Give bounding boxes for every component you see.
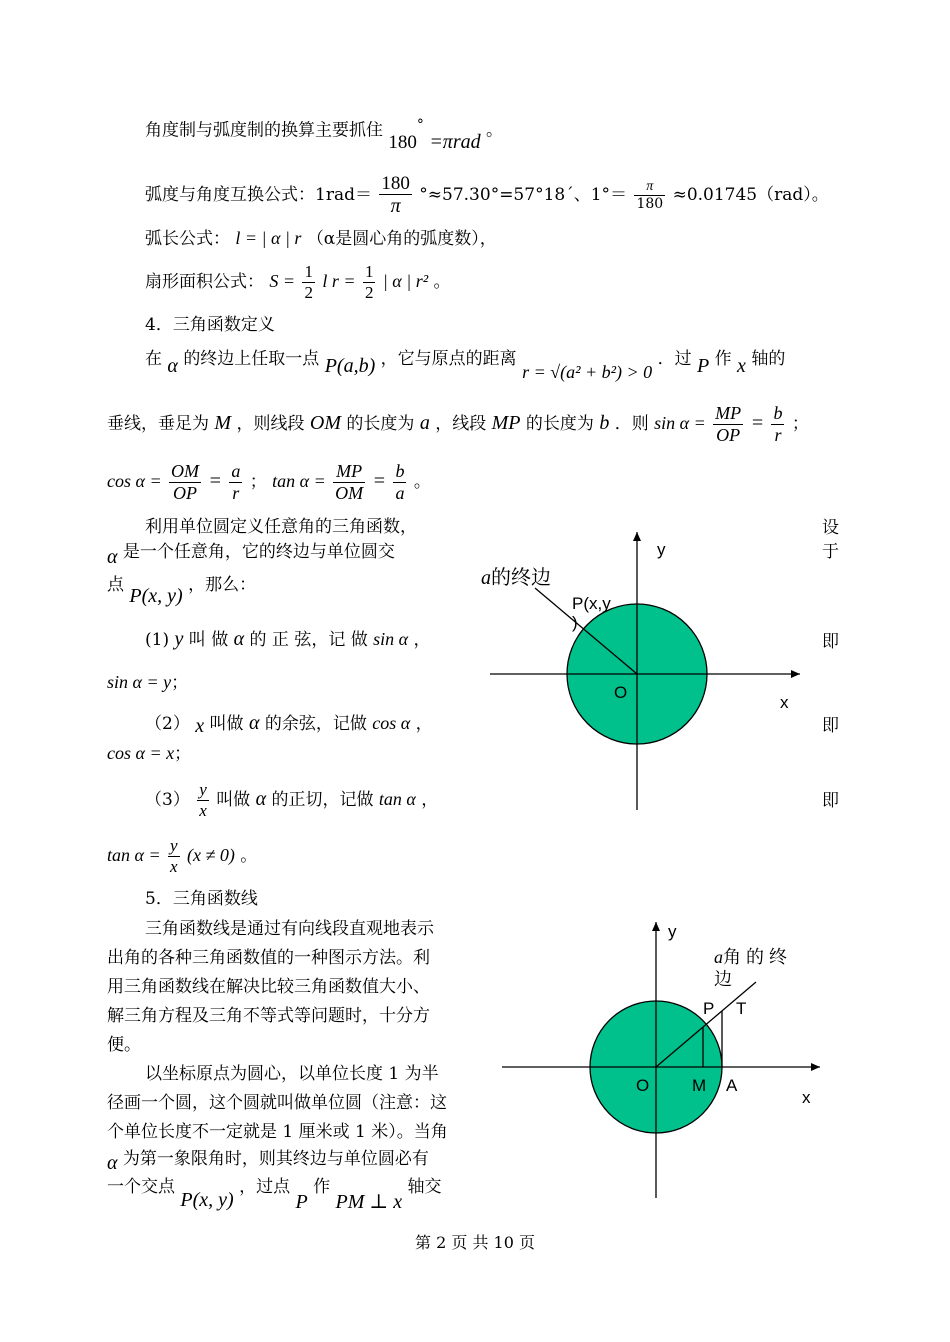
text-line-14c: 个单位长度不一定就是 1 厘米或 1 米）。当角 — [107, 1122, 448, 1142]
text-span: 为第一象限角时，则其终边与单位圆必有 — [122, 1149, 429, 1169]
formula-tan-eq: tan α = — [107, 845, 161, 865]
symbol-alpha: α — [167, 355, 178, 377]
text-line-14a: 以坐标原点为圆心，以单位长度 1 为半 — [145, 1064, 439, 1084]
text-span: 的终边上任取一点 — [183, 349, 320, 369]
text-span: ； — [791, 414, 809, 434]
formula-sector-area: l r = — [322, 271, 356, 291]
formula-tan-alpha: tan α — [378, 789, 416, 809]
text-line-13b: 出角的各种三角函数值的一种图示方法。利 — [107, 948, 430, 968]
fraction-denominator: x — [170, 857, 178, 876]
equals-sign: = — [372, 470, 387, 492]
figure2-point-A-label: A — [726, 1076, 738, 1095]
formula-pi-rad: =πrad — [429, 130, 481, 153]
fraction-denominator: OP — [716, 425, 741, 445]
figure1-x-axis-label: x — [780, 693, 789, 712]
symbol-alpha: α — [107, 1152, 118, 1174]
fraction-denominator: π — [390, 195, 401, 218]
symbol-alpha: α — [248, 712, 260, 734]
text-line-13a: 三角函数线是通过有向线段直观地表示 — [145, 919, 434, 939]
fraction-numerator: OM — [171, 461, 199, 482]
figure1-point-label-cont: ) — [572, 613, 578, 632]
text-span: ，则线段 — [236, 414, 305, 434]
fraction-numerator: 1 — [364, 262, 374, 282]
formula-sector-area: S = — [269, 271, 296, 291]
text-line-14b: 径画一个圆，这个圆就叫做单位圆（注意：这 — [107, 1093, 447, 1113]
point-P-xy: P(x, y) — [129, 585, 183, 607]
symbol-P: P — [697, 355, 710, 377]
fraction-denominator: 2 — [364, 283, 374, 302]
formula-x-not-zero: (x ≠ 0) — [186, 845, 235, 865]
equals-sign: = — [750, 412, 765, 434]
text-right-column: 设 — [822, 518, 839, 538]
point-P-ab: P(a,b) — [324, 355, 376, 377]
text-span: 轴的 — [751, 349, 786, 369]
equals-sign: = — [208, 470, 222, 492]
label-a: a — [481, 567, 491, 589]
text-span: ； — [249, 472, 267, 492]
text-span: 是一个任意角，它的终边与单位圆交 — [122, 542, 395, 562]
text-line-13e: 便。 — [107, 1035, 141, 1055]
symbol-OM: OM — [309, 412, 341, 434]
fraction-numerator: y — [170, 836, 178, 856]
figure1-y-axis-label: y — [657, 540, 666, 559]
symbol-alpha: α — [233, 628, 245, 650]
text-span: 作 — [714, 349, 732, 369]
formula-sin-alpha: sin α — [373, 629, 409, 649]
text-span: 扇形面积公式： — [145, 272, 264, 292]
section-heading-5: 5．三角函数线 — [145, 889, 258, 909]
section-heading-4: 4．三角函数定义 — [145, 315, 275, 335]
figure2-point-M-label: M — [692, 1076, 707, 1095]
text-span: 。 — [413, 472, 431, 492]
formula-cos-eq-x: cos α = x — [107, 743, 175, 763]
text-line-13c: 用三角函数线在解决比较三角函数值大小、 — [107, 977, 430, 997]
text-span: 的 正 弦，记 做 — [249, 630, 368, 650]
fraction-numerator: MP — [333, 461, 365, 483]
symbol-y: y — [174, 628, 184, 650]
text-right-column: 即 — [822, 632, 839, 652]
fraction-denominator: x — [199, 801, 207, 820]
text-span: 叫做 — [216, 790, 251, 810]
formula-sector-area: | α | r² — [382, 271, 429, 291]
text-line-9a: 利用单位圆定义任意角的三角函数， — [145, 517, 417, 537]
text-span: °≈57.30°=57°18´、1°＝ — [419, 185, 628, 205]
text-span: 叫 做 — [188, 630, 229, 650]
symbol-a: a — [419, 412, 430, 434]
formula-arc-length: l = | α | r — [235, 228, 302, 248]
text-span: ； — [171, 673, 189, 693]
text-span: ≈0.01745（rad）。 — [672, 185, 829, 205]
symbol-alpha: α — [107, 546, 118, 568]
label-text: 的终边 — [491, 567, 551, 589]
label-a: a — [714, 947, 723, 967]
fraction-denominator: a — [395, 483, 405, 503]
text-span: ，线段 — [435, 414, 487, 434]
figure2-point-T-label: T — [736, 999, 747, 1018]
text-span: （3） — [145, 790, 190, 810]
fraction-denominator: OP — [173, 483, 197, 503]
symbol-b: b — [599, 412, 610, 434]
figure1-origin-label: O — [614, 683, 628, 702]
text-span: 。 — [486, 120, 504, 141]
text-right-column: 即 — [822, 716, 839, 736]
text-span: 弧度与角度互换公式：1rad＝ — [145, 185, 372, 205]
text-span: 的长度为 — [346, 414, 415, 434]
text-span: 的余弦，记做 — [264, 714, 367, 734]
text-span: ．过 — [657, 349, 692, 369]
text-span: ，过点 — [239, 1177, 291, 1197]
formula-sin: sin α = — [654, 413, 706, 433]
point-P-xy: P(x, y) — [180, 1189, 234, 1211]
text-span: ．则 — [614, 414, 649, 434]
figure2-x-axis-label: x — [802, 1088, 811, 1107]
fraction-numerator: 1 — [304, 262, 313, 282]
text-span: ， — [421, 790, 439, 810]
formula-distance-r: r = √(a² + b²) > 0 — [522, 362, 653, 382]
fraction-numerator: y — [199, 780, 207, 800]
fraction-denominator: 180 — [636, 196, 664, 212]
page-footer: 第 2 页 共 10 页 — [415, 1233, 535, 1252]
fraction-denominator: 2 — [304, 283, 313, 302]
formula-cos: cos α = — [107, 471, 162, 491]
symbol-P: P — [295, 1191, 308, 1213]
text-line-13d: 解三角方程及三角不等式等问题时，十分方 — [107, 1006, 430, 1026]
figure1-point-label: P(x,y — [572, 594, 611, 613]
fraction-numerator: b — [773, 403, 783, 424]
figure2-point-P-label: P — [703, 999, 715, 1018]
text-span: 叫做 — [209, 714, 244, 734]
symbol-x: x — [195, 715, 205, 737]
text-span: 的长度为 — [525, 414, 594, 434]
figure2-terminal-side-label-cont: 边 — [714, 969, 732, 989]
figure2-origin-label: O — [636, 1076, 650, 1095]
fraction-denominator: r — [232, 483, 240, 503]
text-span: 弧长公式： — [145, 229, 230, 249]
symbol-MP: MP — [491, 412, 521, 434]
fraction-denominator: r — [774, 425, 782, 445]
fraction-numerator: MP — [715, 403, 742, 424]
text-right-column: 于 — [822, 542, 839, 562]
text-span: ， — [415, 714, 433, 734]
figure2-y-axis-label: y — [668, 922, 677, 941]
text-span: 。 — [240, 846, 258, 866]
text-span: ，那么： — [188, 575, 257, 595]
symbol-alpha: α — [255, 788, 267, 810]
symbol-x: x — [737, 355, 746, 377]
fraction-numerator: b — [395, 461, 405, 482]
fraction-denominator: OM — [335, 483, 364, 503]
text-span: 轴交 — [407, 1177, 442, 1197]
formula-tan: tan α = — [272, 471, 326, 491]
text-span: 垂线，垂足为 — [107, 414, 209, 434]
text-span: 。 — [433, 272, 451, 292]
fraction-numerator: π — [634, 179, 665, 196]
formula-degree-value: 180 — [388, 131, 417, 153]
text-span: 在 — [145, 349, 162, 369]
text-span: (1) — [145, 630, 170, 650]
text-span: （α是圆心角的弧度数）， — [306, 229, 497, 249]
text-span: 角度制与弧度制的换算主要抓住 — [145, 120, 383, 141]
text-right-column: 即 — [822, 791, 839, 811]
fraction-numerator: 180 — [381, 172, 410, 194]
text-span: （2） — [145, 714, 190, 734]
text-span: ； — [174, 744, 192, 764]
text-span: 一个交点 — [107, 1177, 175, 1197]
formula-sin-eq-y: sin α = y — [107, 672, 172, 692]
text-span: 点 — [107, 575, 124, 595]
text-span: ，它与原点的距离 — [380, 349, 517, 369]
degree-mark: ° — [416, 117, 424, 133]
formula-PM-perp-x: PM ⊥ x — [335, 1191, 403, 1213]
text-span: 作 — [313, 1177, 331, 1197]
symbol-M: M — [214, 412, 232, 434]
formula-cos-alpha: cos α — [372, 713, 411, 733]
label-text: 角 的 终 — [723, 947, 788, 967]
fraction-numerator: a — [231, 461, 241, 482]
text-span: 的正切，记做 — [271, 790, 374, 810]
text-span: ， — [413, 630, 431, 650]
